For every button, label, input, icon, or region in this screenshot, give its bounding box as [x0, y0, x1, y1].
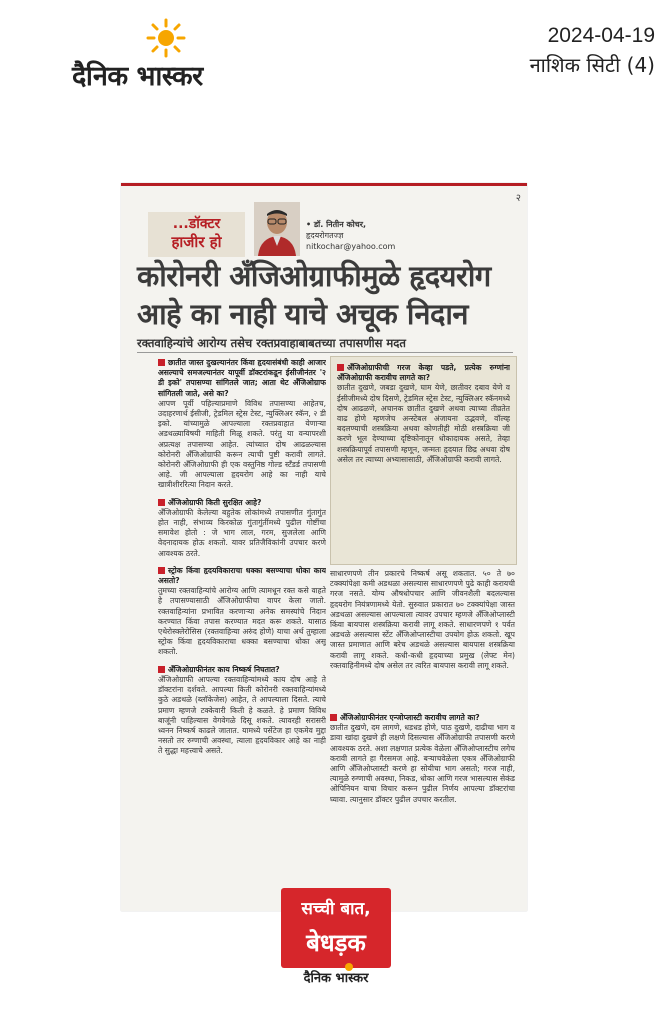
headline — [137, 257, 517, 333]
question-heading — [158, 358, 326, 399]
left-column — [158, 358, 326, 906]
bullet-icon — [158, 499, 165, 506]
bottom-box — [330, 713, 515, 881]
bullet-icon — [337, 364, 344, 371]
highlight-box — [330, 356, 517, 565]
author-name: • डॉ. नितीन कोचर, — [306, 220, 367, 229]
answer-paragraph: अँजिओग्राफी केलेल्या बहुतेक लोकांमध्ये तपासणीत गुंतागुंत होत नाही, संभाव्य किरकोळ गुंतागुंतींमध्ये पुढील गोष्टींचा समावेश होतो : जे भाग लाल, गरम, सुजलेला आणि वेदनादायक होऊ शकतो. यावर प्रतिजैविकांनी उपचार करणे आवश्यक ठरते. — [158, 507, 326, 558]
answer-paragraph: तुमच्या रक्तवाहिन्यांचे आरोग्य आणि त्यामधून रक्त कसे वाहते हे तपासण्यासाठी अँजिओग्राफीचा वापर केला जातो. रक्तवाहिन्यांना प्रभावित करणाऱ्या अनेक समस्यांचे निदान करण्यात किंवा तपास करण्यात मदत करू शकते. यासाठ एथेरोस्क्लेरोसिस (रक्तवाहिन्या अरुंद होणे) याचा अर्थ तुम्हाला स्ट्रोक किंवा हृदयविकाराचा धक्का बसण्याचा धोका असू शकतो. — [158, 586, 326, 657]
column-name-line2: हाजीर हो — [171, 233, 222, 251]
page-number: २ — [515, 193, 521, 204]
right-column — [330, 569, 515, 710]
answer-paragraph: साधारणपणे तीन प्रकारचे निष्कर्ष असू शकतात. ५० ते ७० टक्क्यांपेक्षा कमी अडथळा असल्यास साधारणपणे पुढे काही करायची गरज नसते. योग्य औषधोपचार आणि जीवनशैली बदलल्यास हृदयरोग नियंत्रणामध्ये येतो. सुरुवात प्रकारात ७० टक्क्यांपेक्षा जास्त अडथळा असल्यास आपल्याला त्यावर उपचार म्हणजे अँजिओप्लास्टी किंवा बायपास शस्त्रक्रिया करावी लागू शकते. साधारणपणे १ पर्वत अडथळे असल्यास स्टेंट अँजिओप्लास्टीचा उपयोग होऊ शकतो. खूप जास्त प्रमाणात आणि बरेच अडथळे असल्यास बायपास शस्त्रक्रिया करावी लागू शकते. कधी-कधी हृदयाच्या प्रमुख (लेफ्ट मेन) रक्तवाहिनीमध्ये दोष असेल तर त्वरित बायपास करावी लागू शकते. — [330, 569, 515, 670]
column-name-line1: ...डॉक्टर — [172, 216, 221, 232]
author-email: nitkochar@yahoo.com — [306, 242, 396, 251]
headline-line1: कोरोनरी अँजिओग्राफीमुळे हृदयरोग — [137, 259, 491, 293]
brand-name: दैनिक भास्कर — [72, 61, 203, 92]
bullet-icon — [158, 567, 165, 574]
question-heading — [158, 566, 326, 586]
question-heading — [337, 363, 510, 383]
question-heading — [330, 713, 515, 723]
footer-badge — [281, 888, 391, 992]
answer-paragraph: अँजिओग्राफी आपल्या रक्तवाहिन्यांमध्ये काय दोष आहे ते डॉक्टरांना दर्शवते. आपल्या किती कोरोनरी रक्तवाहिन्यांमध्ये कुठे अडथळे (ब्लॉकेजेस) आहेत, ते आपल्याला दिसते. त्याचे प्रमाण म्हणजे टक्केवारी किती हे कळते. हे प्रमाण विविध बाजूंनी पाहिल्यास वेगवेगळे दिसू शकते. त्यावरही सरासरी ध्वनन निष्कर्ष काढले जातात. यामध्ये पर्सेटेज हा एकमेव मुद्दा नसतो तर रुग्णाची अवस्था, त्याला हृदयविकार आहे का नाही ते सुद्धा महत्त्वाचे असते. — [158, 674, 326, 756]
bullet-icon — [330, 714, 337, 721]
answer-paragraph: छातीत दुखणे, जबडा दुखणे, घाम येणे, छातीवर दबाव येणे व ईसीजीमध्ये दोष दिसणे, ट्रेडमिल स्ट्रेस टेस्ट, न्युक्लिअर स्कॅनमध्ये दोष आढळणे, अचानक छातीत दुखणे अथवा त्याच्या तीव्रतेत वाढ होणे म्हणजेच अन्स्टेबल अंजायना उद्भवणे, वॉल्व्ह बदलण्याची शस्त्रक्रिया अथवा कोणतीही मोठी शस्त्रक्रिया जी करणे भूल देण्याच्या दृष्टिकोनातून धोकादायक असते, तेव्हा शस्त्रक्रियापूर्व तपासणी म्हणून, जन्मतः हृदयात छिद्र अथवा दोष असेल तर त्याच्या अभ्यासासाठी, अँजिओग्राफी करावी लागते. — [337, 383, 510, 464]
question-text: अँजिओग्राफीनंतर एन्जोप्लास्टी करावीच लागते का? — [340, 713, 480, 722]
author-byline — [306, 219, 395, 252]
slogan-box — [281, 888, 391, 968]
question-text: स्ट्रोक किंवा हृदयविकाराचा धक्का बसण्याचा धोका काय असतो? — [158, 565, 326, 586]
bullet-icon — [158, 359, 165, 366]
edition-name: नाशिक सिटी (4) — [529, 53, 655, 77]
question-text: अँजिओग्राफी किती सुरक्षित आहे? — [168, 497, 262, 507]
question-heading — [158, 498, 326, 508]
divider — [137, 352, 513, 353]
answer-paragraph: आपण पूर्वी पहिल्याप्रमाणे विविध तपासण्या आहेतच, उदाहरणार्थ ईसीजी, ट्रेडमिल स्ट्रेस टेस्ट, न्युक्लिअर स्कॅन, २ डी इको. यांच्यामुळे आपल्याला रक्तप्रवाहात येणाऱ्या अडथळ्याविषयी माहिती मिळू शकते. परंतु या वन्यापरशी अप्रत्यक्ष तपासण्या आहेत. त्यांच्यात दोष आढळल्यास कोरोनरी अँजिओग्राफी करून त्याची पुष्टी करावी लागते. कोरोनरी अँजिओग्राफी ही एक वस्तुनिष्ठ गोल्ड स्टँडर्ड तपासणी आहे. जी आपल्याला हृदयरोग आहे का नाही याचे खात्रीशीररित्या निदान करते. — [158, 398, 326, 490]
question-heading — [158, 665, 326, 675]
highlight-box-text — [337, 363, 510, 561]
publication-date: 2024-04-19 — [547, 24, 655, 47]
article-clipping — [121, 183, 527, 911]
slogan-line2: बेधड़क — [306, 929, 366, 957]
answer-paragraph: छातीत दुखणे, दम लागणे, धडधड होणे, पाठ दुखणे, दाढीचा भाग व डावा खांदा दुखणे ही लक्षणे दिसल्यास अँजिओग्राफी तपासणी करणे आवश्यक ठरते. अशा लक्षणात प्रत्येक वेळेला अँजिओप्लास्टीच लगेच करावी लागते हा गैरसमज आहे. बऱ्याचवेळेला एकत्र अँजिओग्राफी आणि अँजिओप्लास्टी करणे हा सोयीचा भाग असतो; गरज नाही, त्यामुळे रुग्णाची अवस्था, निकड, धोका आणि गरज भासल्यास सेकंड ओपिनियन याचा विचार करून पुढील निर्णय आपल्या डॉक्टरांचा घ्यावा. त्यानुसार डॉक्टर पुढील उपचार करतील. — [330, 723, 515, 804]
question-text: अँजिओग्राफीची गरज केव्हा पडते, प्रत्येक रुग्णांना अँजिओग्राफी करावीच लागते का? — [337, 363, 510, 383]
column-banner — [148, 212, 245, 257]
edition-info — [530, 22, 655, 80]
brand-logo — [72, 18, 272, 92]
author-photo — [254, 202, 300, 256]
question-text: अँजिओग्राफीनंतर काय निष्कर्ष निघतात? — [168, 664, 280, 674]
top-rule — [121, 183, 527, 186]
footer-brand: दैनिक भास्कर — [303, 971, 369, 986]
sun-logo-icon — [146, 18, 186, 58]
slogan-line1: सच्ची बात, — [301, 899, 371, 919]
subheadline: रक्तवाहिन्यांचे आरोग्य तसेच रक्तप्रवाहाबाबतच्या तपासणीस मदत — [137, 336, 406, 350]
bullet-icon — [158, 666, 165, 673]
question-text: छातीत जास्त दुखल्यानंतर किंवा हृदयासंबंधी काही आजार असल्याचे समजल्यानंतर यापूर्वी डॉक्टरांकडून ईसीजीनंतर '२ डी इको' तपासण्या सांगितले जात; आता थेट अँजिओग्राफ सांगितली जाते, असे का? — [158, 358, 326, 398]
bottom-box-text — [330, 713, 515, 881]
headline-line2: आहे का नाही याचे अचूक निदान — [137, 297, 469, 331]
author-role: हृदयरोगतज्ज्ञ — [306, 231, 344, 240]
